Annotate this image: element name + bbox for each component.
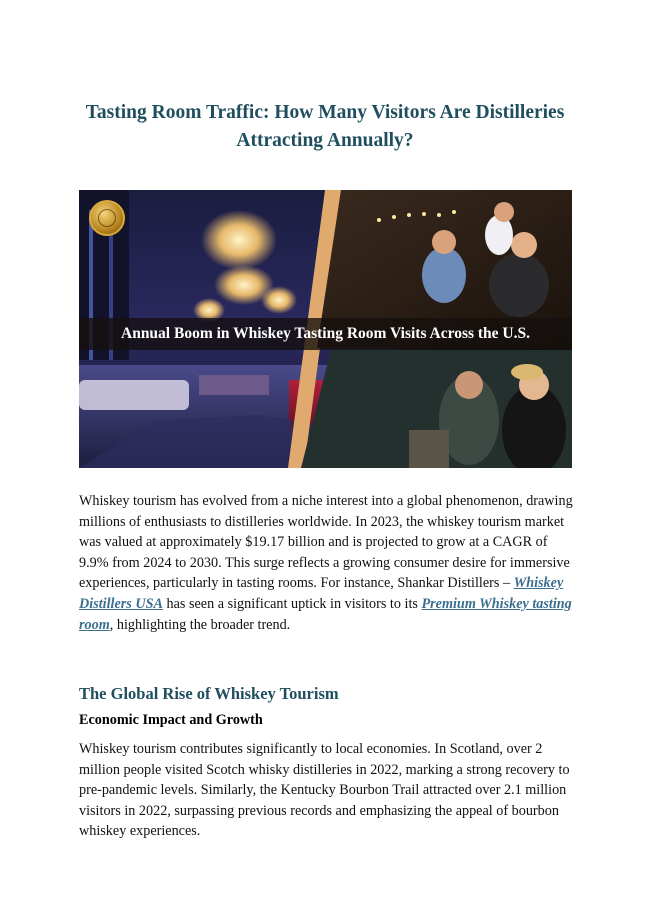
intro-paragraph [79, 491, 574, 635]
intro-text-2: has seen a significant uptick in visitors to its [162, 595, 422, 612]
intro-text-3: , highlighting the broader trend. [109, 616, 291, 633]
banner-caption: Annual Boom in Whiskey Tasting Room Visits Across the U.S. [79, 318, 572, 350]
page-title: Tasting Room Traffic: How Many Visitors Are Distilleries Attracting Annually? [85, 102, 565, 151]
premium-tasting-room-link[interactable]: Premium Whiskey tasting room [79, 595, 572, 633]
intro-text-1: Whiskey tourism has evolved from a niche interest into a global phenomenon, drawing millions of enthusiasts to distilleries worldwide. In 2023, the whiskey tourism market was valued at approximately $19.17 billion and is projected to grow at a CAGR of 9.9% from 2024 to 2030. This surge reflects a growing consumer desire for immersive experiences, particularly in tasting rooms. For instance, Shankar Distillers – [79, 493, 573, 592]
economic-impact-paragraph: Whiskey tourism contributes significantly to local economies. In Scotland, over 2 million people visited Scotch whisky distilleries in 2022, marking a strong recovery to pre-pandemic levels. Similarly, the Kentucky Bourbon Trail attracted over 2.1 million visitors in 2022, surpassing previous records and emphasizing the appeal of bourbon whiskey experiences. [79, 741, 570, 840]
whiskey-distillers-usa-link[interactable]: Whiskey Distillers USA [79, 575, 564, 612]
section-subheading: Economic Impact and Growth [79, 712, 263, 728]
banner-image [79, 190, 572, 468]
brand-logo-icon [89, 200, 125, 236]
section-heading: The Global Rise of Whiskey Tourism [79, 684, 339, 703]
